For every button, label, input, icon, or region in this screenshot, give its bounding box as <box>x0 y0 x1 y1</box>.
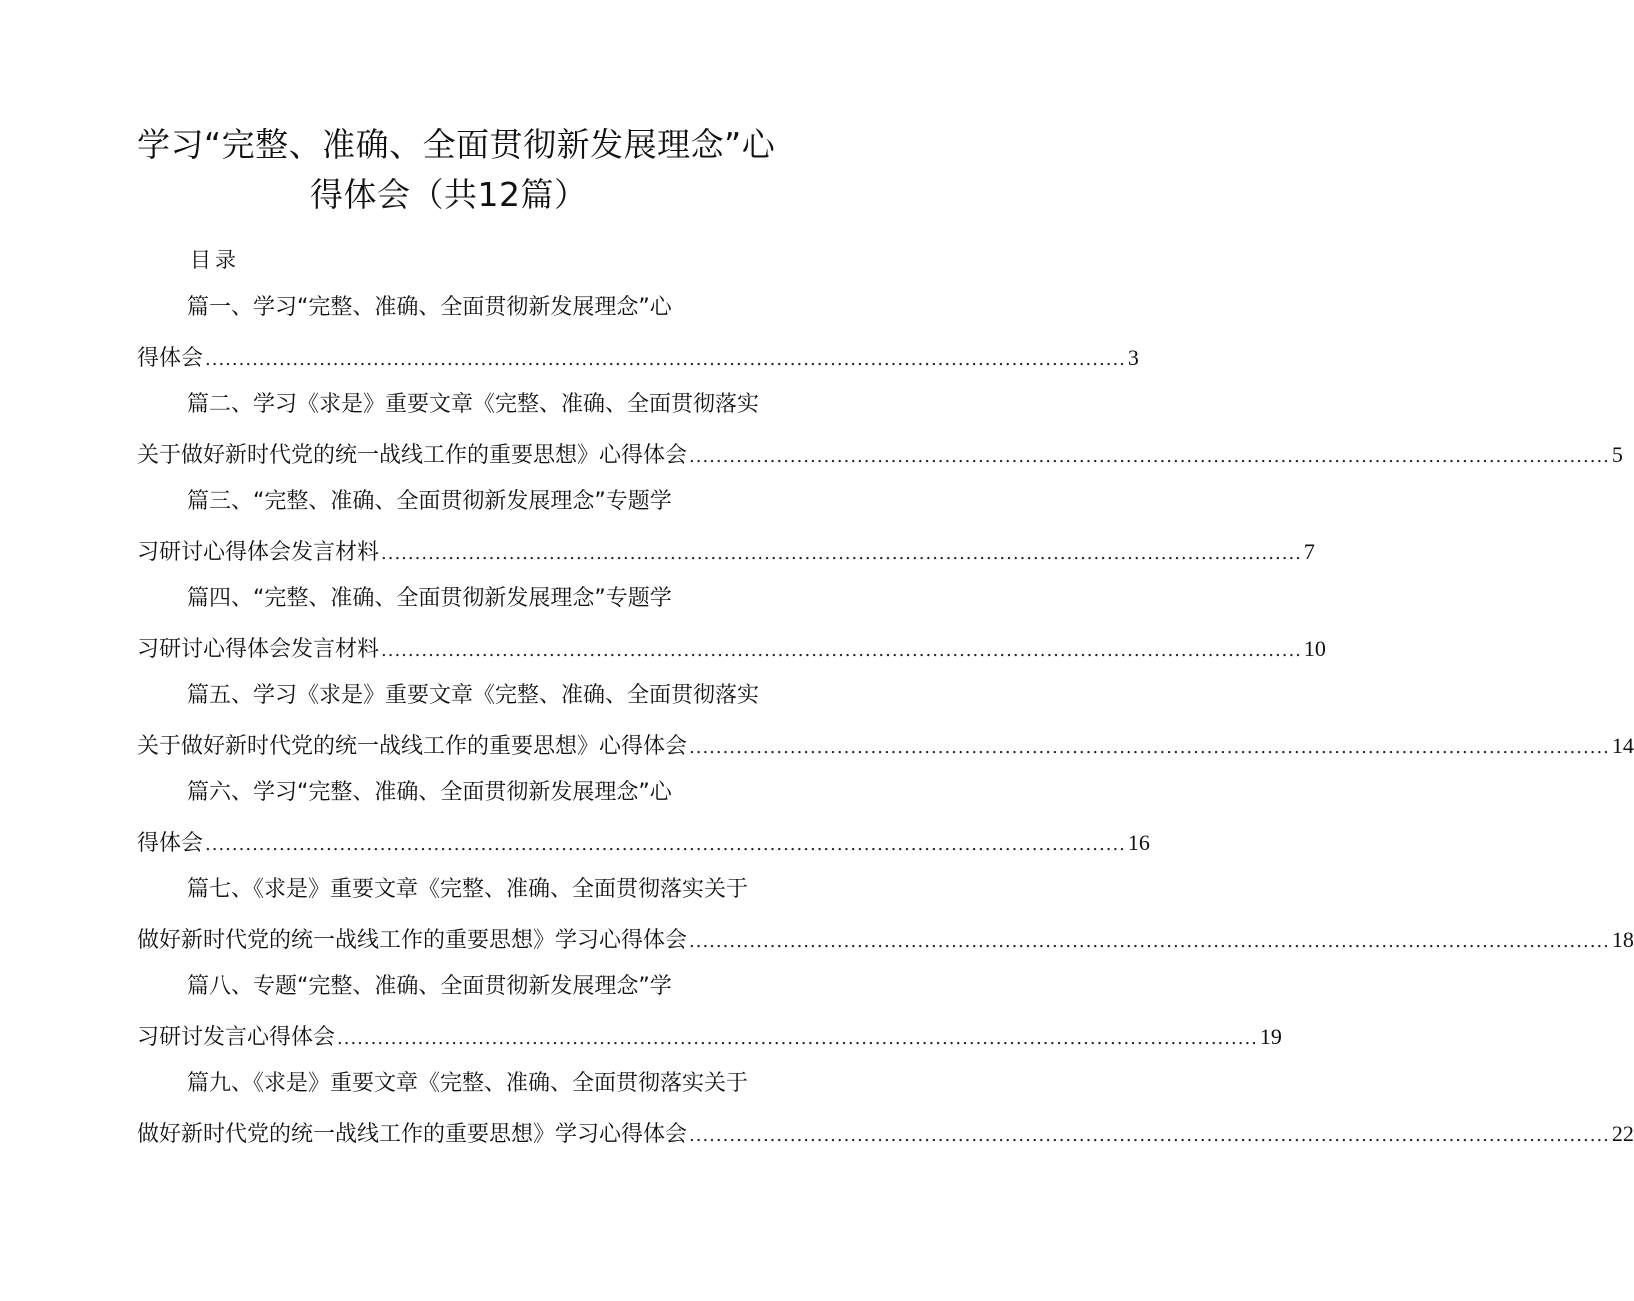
toc-entry-continuation <box>137 1118 1634 1152</box>
toc-entry-title: 篇一、学习“完整、准确、全面贯彻新发展理念”心 <box>187 295 672 320</box>
toc-entry-title: 篇四、“完整、准确、全面贯彻新发展理念”专题学 <box>187 586 672 611</box>
toc-entry-continuation <box>137 1021 1282 1055</box>
toc-page-number: 7 <box>1303 539 1315 564</box>
toc-entry-title: 篇二、学习《求是》重要文章《完整、准确、全面贯彻落实 <box>187 392 760 417</box>
toc-entry-title-cont: 做好新时代党的统一战线工作的重要思想》学习心得体会 <box>137 928 688 953</box>
toc-entry-title-cont: 习研讨发言心得体会 <box>137 1025 336 1050</box>
dot-leader: ......................................................................................................................................... <box>689 1125 1610 1146</box>
title-line-2: 得体会（共12篇） <box>310 175 588 214</box>
toc-entry-title-cont: 关于做好新时代党的统一战线工作的重要思想》心得体会 <box>137 443 688 468</box>
dot-leader: ......................................................................................................................................... <box>689 446 1610 467</box>
toc-page-number: 3 <box>1127 345 1139 370</box>
toc-entry-title: 篇五、学习《求是》重要文章《完整、准确、全面贯彻落实 <box>187 683 760 708</box>
toc-entry-title-cont: 做好新时代党的统一战线工作的重要思想》学习心得体会 <box>137 1122 688 1147</box>
toc-entry-continuation <box>137 924 1634 958</box>
toc-entry-title-cont: 习研讨心得体会发言材料 <box>137 637 380 662</box>
toc-page-number: 16 <box>1127 830 1150 855</box>
toc-page-number: 19 <box>1259 1024 1282 1049</box>
dot-leader: ......................................................................................................................................... <box>689 931 1610 952</box>
toc-page-number: 14 <box>1611 733 1634 758</box>
toc-page-number: 18 <box>1611 927 1634 952</box>
toc-entry-title-cont: 得体会 <box>137 346 204 371</box>
dot-leader: ......................................................................................................................................... <box>205 834 1126 855</box>
toc-entry-title: 篇七、《求是》重要文章《完整、准确、全面贯彻落实关于 <box>187 877 749 902</box>
toc-entry-title: 篇六、学习“完整、准确、全面贯彻新发展理念”心 <box>187 780 672 805</box>
toc-page-number: 5 <box>1611 442 1623 467</box>
toc-entry-title-cont: 习研讨心得体会发言材料 <box>137 540 380 565</box>
title-line-1: 学习“完整、准确、全面贯彻新发展理念”心 <box>137 125 776 164</box>
dot-leader: ......................................................................................................................................... <box>689 737 1610 758</box>
toc-entry-continuation <box>137 536 1315 570</box>
toc-page-number: 22 <box>1611 1121 1634 1146</box>
dot-leader: ......................................................................................................................................... <box>381 543 1302 564</box>
toc-entry-title: 篇八、专题“完整、准确、全面贯彻新发展理念”学 <box>187 974 672 999</box>
toc-heading: 目录 <box>190 248 240 272</box>
toc-entry-title-cont: 关于做好新时代党的统一战线工作的重要思想》心得体会 <box>137 734 688 759</box>
toc-entry-title: 篇九、《求是》重要文章《完整、准确、全面贯彻落实关于 <box>187 1071 749 1096</box>
toc-entry-continuation <box>137 730 1634 764</box>
dot-leader: ......................................................................................................................................... <box>337 1028 1258 1049</box>
toc-entry-title: 篇三、“完整、准确、全面贯彻新发展理念”专题学 <box>187 489 672 514</box>
dot-leader: ......................................................................................................................................... <box>381 640 1302 661</box>
toc-page-number: 10 <box>1303 636 1326 661</box>
dot-leader: ......................................................................................................................................... <box>205 349 1126 370</box>
toc-entry-continuation <box>137 827 1150 861</box>
toc-entry-continuation <box>137 439 1623 473</box>
toc-entry-title-cont: 得体会 <box>137 831 204 856</box>
toc-entry-continuation <box>137 342 1139 376</box>
toc-entry-continuation <box>137 633 1326 667</box>
